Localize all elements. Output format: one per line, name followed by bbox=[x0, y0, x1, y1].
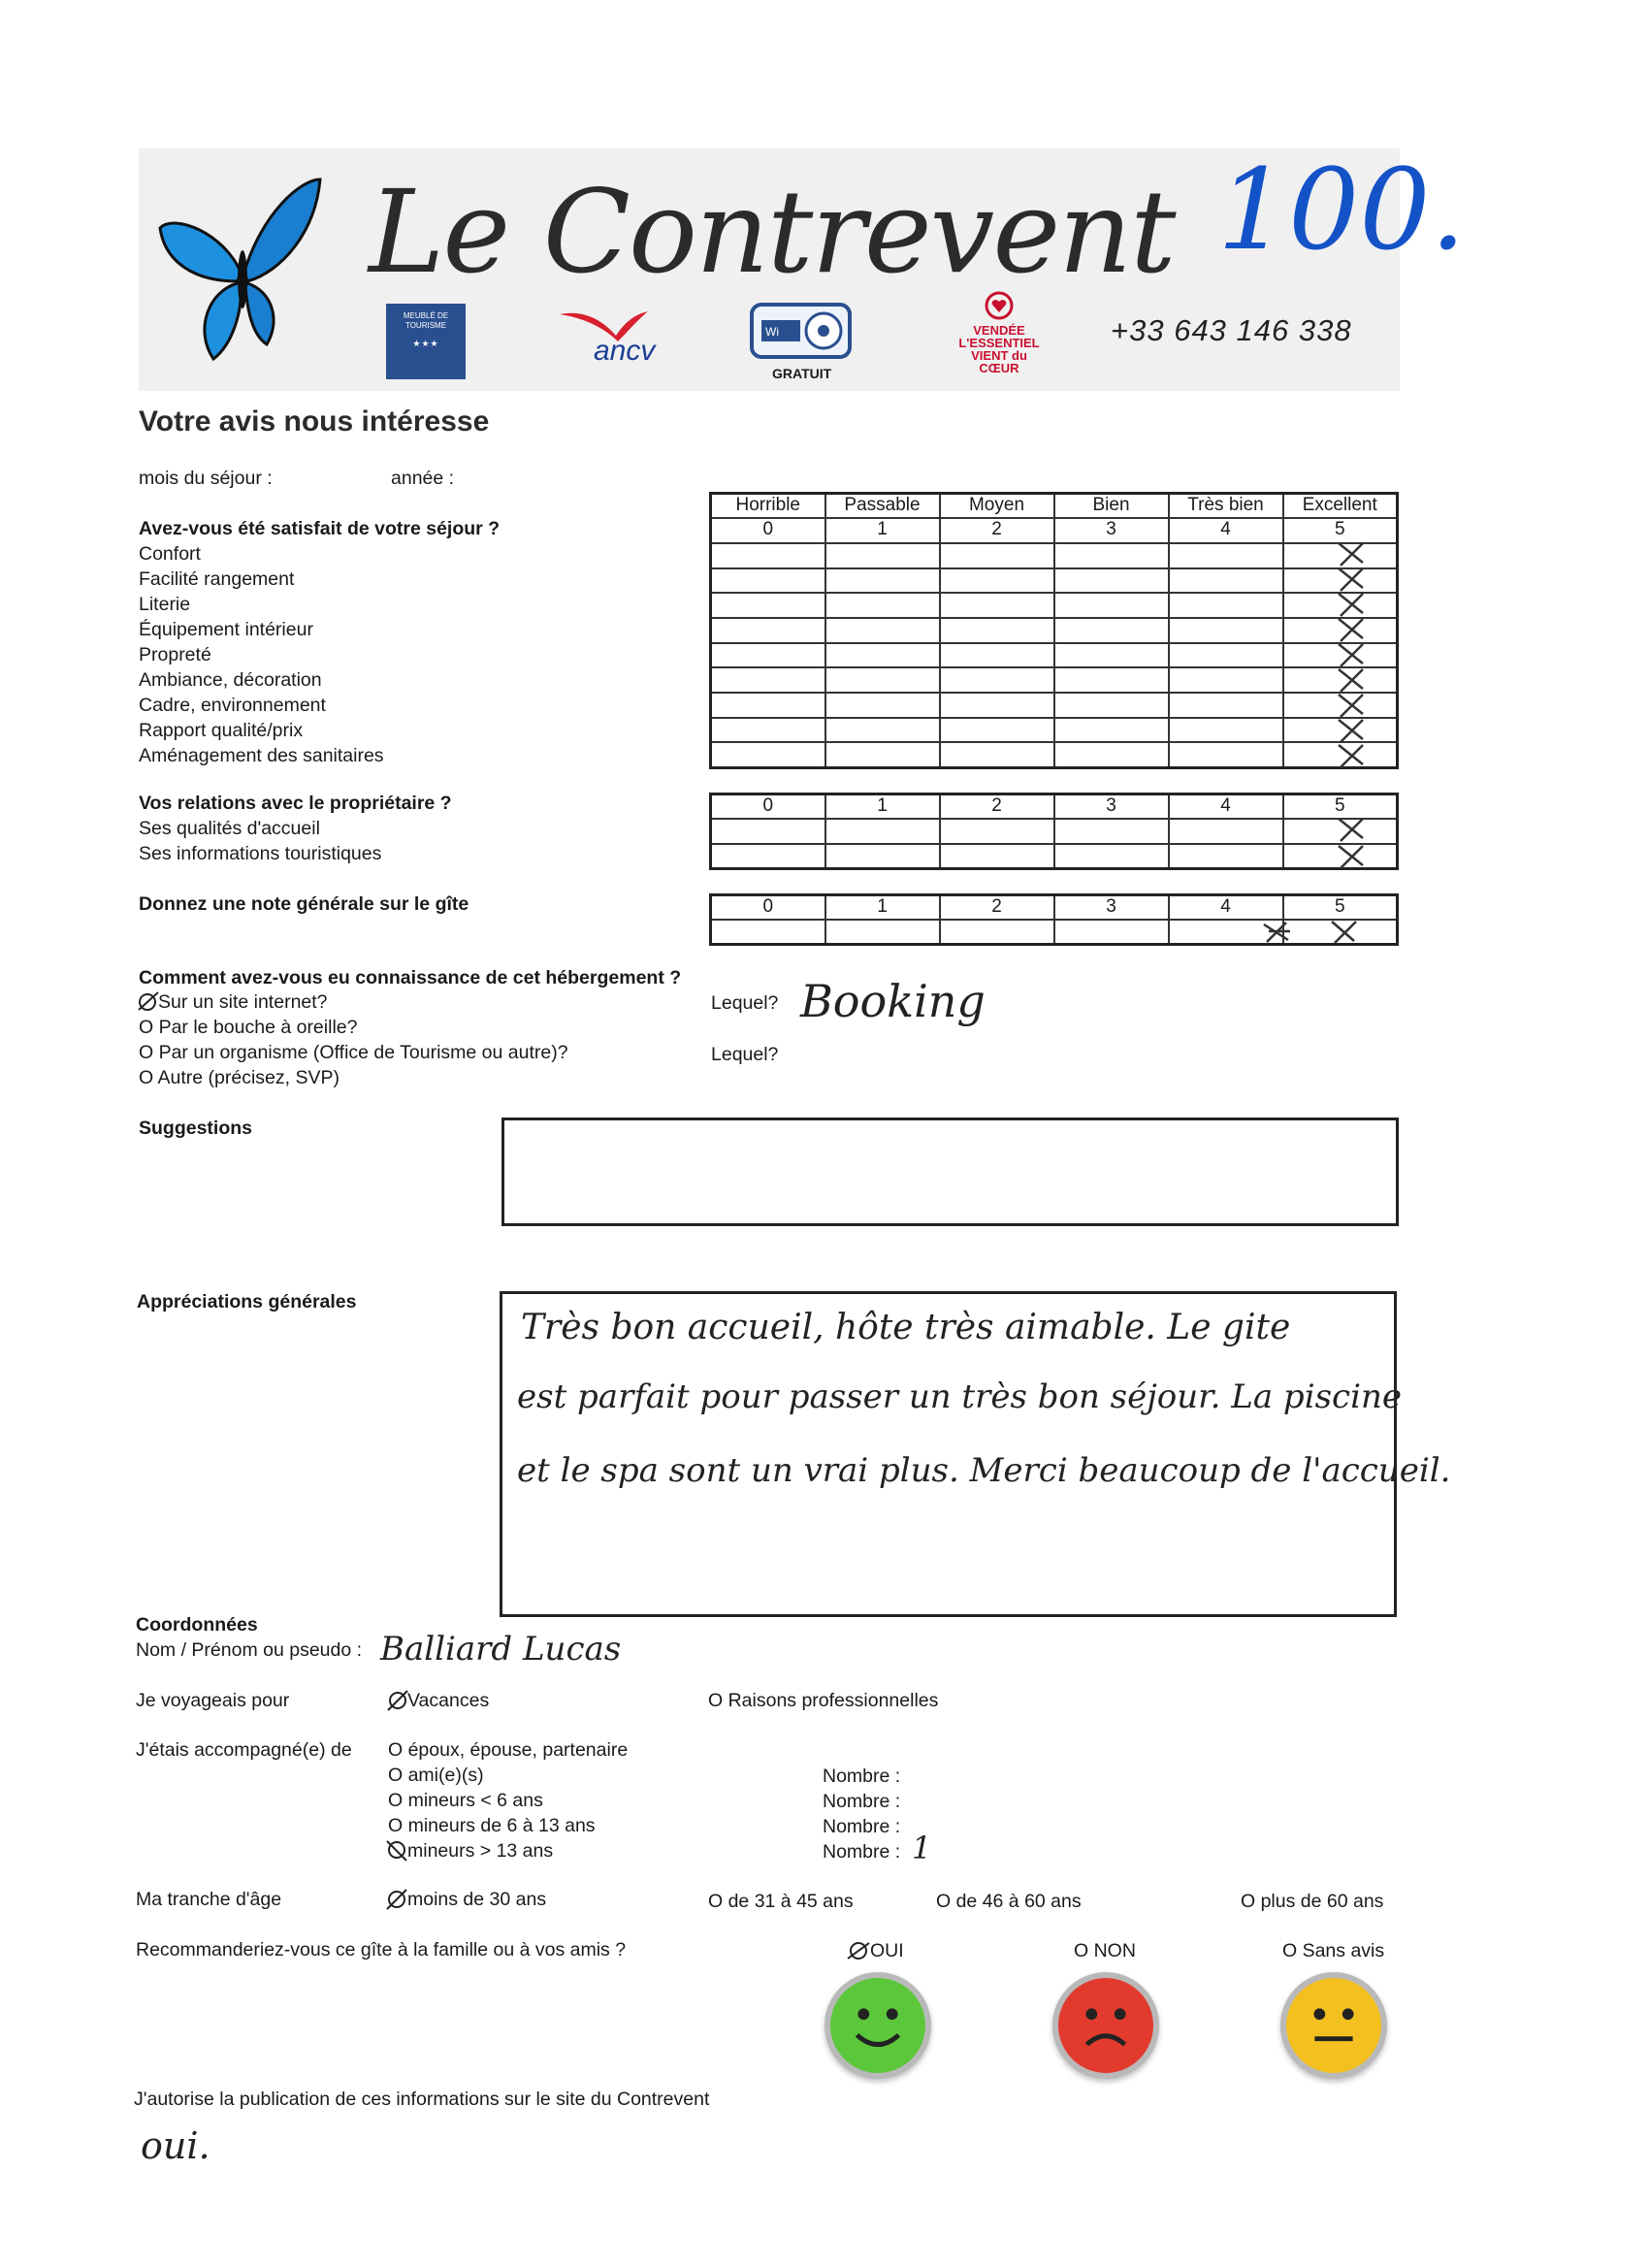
criterion-label: Propreté bbox=[139, 644, 211, 665]
recommande-label: Recommanderiez-vous ce gîte à la famille ou à vos amis ? bbox=[136, 1939, 627, 1960]
option-sans-avis[interactable]: O Sans avis bbox=[1282, 1940, 1385, 1961]
criterion-label: Ambiance, décoration bbox=[139, 669, 322, 691]
score-cell: 2 bbox=[940, 794, 1054, 820]
annee-label: année : bbox=[391, 468, 455, 489]
appreciations-line: Très bon accueil, hôte très aimable. Le gite bbox=[521, 1308, 1291, 1347]
vendee-logo bbox=[955, 291, 1043, 374]
option-bouche-oreille[interactable]: O Par le bouche à oreille? bbox=[139, 1017, 358, 1038]
connaissance-heading: Comment avez-vous eu connaissance de cet hébergement ? bbox=[139, 967, 682, 988]
suggestions-label: Suggestions bbox=[139, 1118, 253, 1139]
selected-option-mark bbox=[846, 1939, 871, 1962]
selected-option-mark bbox=[385, 1888, 408, 1911]
appreciations-line: et le spa sont un vrai plus. Merci beaucoup de l'accueil. bbox=[517, 1451, 1451, 1490]
nom-label: Nom / Prénom ou pseudo : bbox=[136, 1639, 363, 1661]
relations-check-marks bbox=[1329, 815, 1377, 873]
gratuit-label: GRATUIT bbox=[772, 366, 832, 381]
score-cell: 0 bbox=[711, 794, 825, 820]
meuble-tourisme-logo bbox=[386, 304, 466, 379]
score-cell: 0 bbox=[711, 518, 825, 543]
option-amis[interactable]: O ami(e)(s) bbox=[388, 1765, 484, 1786]
lequel-answer: Booking bbox=[800, 975, 986, 1027]
score-cell: 5 bbox=[1283, 518, 1398, 543]
option-non[interactable]: O NON bbox=[1074, 1940, 1136, 1961]
form-title: Votre avis nous intéresse bbox=[139, 405, 490, 437]
score-cell: 5 bbox=[1283, 895, 1398, 921]
score-cell: 3 bbox=[1054, 794, 1169, 820]
ancv-logo: ancv bbox=[594, 335, 656, 367]
selected-option-mark bbox=[137, 990, 160, 1014]
sad-face-icon[interactable] bbox=[1052, 1972, 1159, 2079]
column-header: Moyen bbox=[940, 494, 1054, 519]
score-cell: 1 bbox=[825, 794, 940, 820]
selected-option-mark bbox=[386, 1689, 409, 1712]
svg-text:Wi: Wi bbox=[765, 325, 779, 339]
option-site-internet[interactable]: Sur un site internet? bbox=[158, 991, 328, 1013]
vendee-heart-icon bbox=[985, 291, 1014, 320]
option-autre[interactable]: O Autre (précisez, SVP) bbox=[139, 1067, 340, 1088]
wifi-icon bbox=[754, 307, 848, 355]
option-mineurs-6-13[interactable]: O mineurs de 6 à 13 ans bbox=[388, 1815, 596, 1836]
relations-heading: Vos relations avec le propriétaire ? bbox=[139, 793, 452, 814]
butterfly-logo bbox=[155, 175, 325, 369]
criterion-label: Équipement intérieur bbox=[139, 619, 313, 640]
criterion-label: Aménagement des sanitaires bbox=[139, 745, 384, 766]
nombre-label: Nombre : bbox=[823, 1841, 901, 1863]
voyage-label: Je voyageais pour bbox=[136, 1690, 290, 1711]
column-header: Bien bbox=[1054, 494, 1169, 519]
option-vacances[interactable]: Vacances bbox=[407, 1690, 490, 1711]
autorise-label: J'autorise la publication de ces informations sur le site du Contrevent bbox=[134, 2089, 710, 2110]
excellent-check-marks bbox=[1329, 538, 1377, 771]
score-cell: 1 bbox=[825, 518, 940, 543]
appreciations-line: est parfait pour passer un très bon séjour. La piscine bbox=[517, 1377, 1402, 1416]
neutral-face-icon[interactable] bbox=[1280, 1972, 1387, 2079]
option-age-plus-60[interactable]: O plus de 60 ans bbox=[1241, 1891, 1384, 1912]
score-cell: 3 bbox=[1054, 518, 1169, 543]
option-oui[interactable]: OUI bbox=[870, 1940, 904, 1961]
nombre-label: Nombre : bbox=[823, 1816, 901, 1837]
option-age-moins-30[interactable]: moins de 30 ans bbox=[407, 1889, 547, 1910]
note-generale-heading: Donnez une note générale sur le gîte bbox=[139, 893, 469, 915]
option-age-31-45[interactable]: O de 31 à 45 ans bbox=[708, 1891, 854, 1912]
handwritten-number: 100. bbox=[1217, 146, 1467, 275]
mois-label: mois du séjour : bbox=[139, 468, 273, 489]
satisfaction-heading: Avez-vous été satisfait de votre séjour ? bbox=[139, 518, 501, 539]
age-label: Ma tranche d'âge bbox=[136, 1889, 282, 1910]
score-cell: 4 bbox=[1169, 895, 1283, 921]
score-cell: 4 bbox=[1169, 794, 1283, 820]
criterion-label: Literie bbox=[139, 594, 191, 615]
satisfaction-rating-table bbox=[709, 492, 1399, 769]
score-cell: 4 bbox=[1169, 518, 1283, 543]
nombre-label: Nombre : bbox=[823, 1766, 901, 1787]
option-raisons-pro[interactable]: O Raisons professionnelles bbox=[708, 1690, 939, 1711]
criterion-label: Ses qualités d'accueil bbox=[139, 818, 320, 839]
option-age-46-60[interactable]: O de 46 à 60 ans bbox=[936, 1891, 1082, 1912]
nombre-value[interactable]: 1 bbox=[912, 1830, 932, 1866]
option-mineurs-6[interactable]: O mineurs < 6 ans bbox=[388, 1790, 543, 1811]
score-cell: 2 bbox=[940, 518, 1054, 543]
meuble-logo-stars: ★★★ bbox=[412, 339, 439, 348]
score-cell: 0 bbox=[711, 895, 825, 921]
option-organisme[interactable]: O Par un organisme (Office de Tourisme ou autre)? bbox=[139, 1042, 568, 1063]
option-epoux[interactable]: O époux, épouse, partenaire bbox=[388, 1739, 629, 1761]
lequel-label: Lequel? bbox=[711, 992, 779, 1014]
phone-number: +33 643 146 338 bbox=[1111, 313, 1352, 347]
happy-face-icon[interactable] bbox=[824, 1972, 931, 2079]
accompagne-label: J'étais accompagné(e) de bbox=[136, 1739, 352, 1761]
vendee-logo-text: VENDÉE L'ESSENTIEL VIENT du CŒUR bbox=[958, 323, 1040, 375]
nom-value[interactable]: Balliard Lucas bbox=[380, 1630, 622, 1669]
score-cell: 5 bbox=[1283, 794, 1398, 820]
meuble-logo-text: MEUBLÉ DE TOURISME bbox=[403, 311, 449, 330]
column-header: Horrible bbox=[711, 494, 825, 519]
column-header: Passable bbox=[825, 494, 940, 519]
criterion-label: Cadre, environnement bbox=[139, 695, 326, 716]
autorise-answer[interactable]: oui. bbox=[141, 2124, 210, 2167]
appreciations-label: Appréciations générales bbox=[137, 1291, 357, 1312]
criterion-label: Ses informations touristiques bbox=[139, 843, 382, 864]
criterion-label: Rapport qualité/prix bbox=[139, 720, 304, 741]
score-cell: 1 bbox=[825, 895, 940, 921]
criterion-label: Confort bbox=[139, 543, 201, 565]
suggestions-textarea[interactable] bbox=[501, 1118, 1399, 1226]
wifi-logo bbox=[750, 303, 852, 359]
score-cell: 3 bbox=[1054, 895, 1169, 921]
selected-option-mark bbox=[385, 1839, 408, 1863]
lequel-label: Lequel? bbox=[711, 1044, 779, 1065]
note-generale-check-mark bbox=[1259, 917, 1385, 946]
coordonnees-heading: Coordonnées bbox=[136, 1614, 258, 1636]
brand-title: Le Contrevent bbox=[369, 165, 1175, 299]
score-cell: 2 bbox=[940, 895, 1054, 921]
column-header: Excellent bbox=[1283, 494, 1398, 519]
nombre-label: Nombre : bbox=[823, 1791, 901, 1812]
option-mineurs-13[interactable]: mineurs > 13 ans bbox=[407, 1840, 554, 1862]
column-header: Très bien bbox=[1169, 494, 1283, 519]
criterion-label: Facilité rangement bbox=[139, 568, 295, 590]
relations-rating-table bbox=[709, 793, 1399, 870]
